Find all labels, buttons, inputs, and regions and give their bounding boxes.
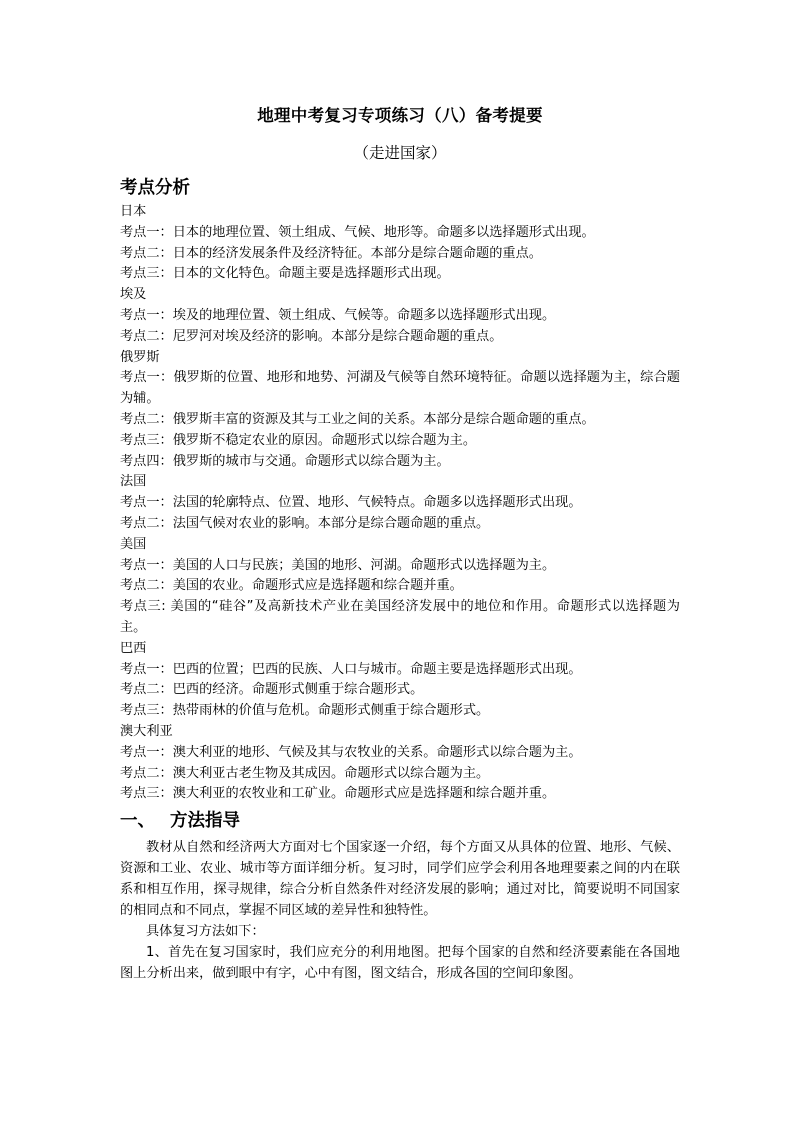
- country-name: 俄罗斯: [120, 349, 160, 365]
- country-france: [120, 472, 680, 534]
- method-paragraph: 具体复习方法如下：: [146, 924, 265, 940]
- document-title: 地理中考复习专项练习（八）备考提要: [257, 106, 543, 125]
- exam-point: 考点一：法国的轮廓特点、位置、地形、气候特点。命题多以选择题形式出现。: [120, 495, 582, 511]
- exam-point: 考点一：埃及的地理位置、领土组成、气候等。命题多以选择题形式出现。: [120, 307, 556, 323]
- method-heading: [120, 807, 680, 835]
- country-name: 美国: [120, 536, 147, 552]
- country-russia: [120, 348, 680, 473]
- exam-point: 考点一：美国的人口与民族；美国的地形、河湖。命题形式以选择题为主。: [120, 557, 556, 573]
- country-name: 埃及: [120, 287, 147, 303]
- exam-point: 考点二：俄罗斯丰富的资源及其与工业之间的关系。本部分是综合题命题的重点。: [120, 411, 595, 427]
- country-usa: [120, 535, 680, 639]
- exam-point: 考点三：日本的文化特色。命题主要是选择题形式出现。: [120, 266, 450, 282]
- exam-point: 考点三：俄罗斯不稳定农业的原因。命题形式以综合题为主。: [120, 432, 477, 448]
- exam-point: 考点一：澳大利亚的地形、气候及其与农牧业的关系。命题形式以综合题为主。: [120, 744, 582, 760]
- exam-point: 考点二：澳大利亚古老生物及其成因。命题形式以综合题为主。: [120, 765, 490, 781]
- country-name: 法国: [120, 474, 147, 490]
- exam-point: 考点二：巴西的经济。命题形式侧重于综合题形式。: [120, 682, 424, 698]
- exam-point: 考点二：美国的农业。命题形式应是选择题和综合题并重。: [120, 578, 463, 594]
- country-japan: [120, 202, 680, 285]
- document-page: [120, 104, 680, 984]
- exam-point: 考点二：法国气候对农业的影响。本部分是综合题命题的重点。: [120, 515, 490, 531]
- exam-point: 考点三：澳大利亚的农牧业和工矿业。命题形式应是选择题和综合题并重。: [120, 786, 556, 802]
- country-australia: [120, 722, 680, 805]
- exam-point: 考点一：日本的地理位置、领土组成、气候、地形等。命题多以选择题形式出现。: [120, 224, 595, 240]
- method-paragraph: 1、首先在复习国家时，我们应充分的利用地图。把每个国家的自然和经济要素能在各国地图上分析出来，做到眼中有字，心中有图，图文结合，形成各国的空间印象图。: [120, 945, 680, 982]
- country-name: 澳大利亚: [120, 723, 173, 739]
- exam-point: 考点三: 美国的“硅谷”及高新技术产业在美国经济发展中的地位和作用。命题形式以选择题为主。: [120, 599, 680, 635]
- method-title: 方法指导: [170, 811, 240, 832]
- method-number: 一、: [120, 811, 155, 832]
- country-brazil: [120, 639, 680, 722]
- analysis-heading: 考点分析: [120, 178, 190, 198]
- country-name: 巴西: [120, 640, 147, 656]
- country-name: 日本: [120, 204, 147, 219]
- exam-point: 考点一：俄罗斯的位置、地形和地势、河湖及气候等自然环境特征。命题以选择题为主，综合题为辅。: [120, 370, 680, 407]
- exam-point: 考点二：尼罗河对埃及经济的影响。本部分是综合题命题的重点。: [120, 328, 503, 344]
- method-paragraph: 教材从自然和经济两大方面对七个国家逐一介绍，每个方面又从具体的位置、地形、气候、资源和工业、农业、城市等方面详细分析。复习时，同学们应学会利用各地理要素之间的内在联系和相互作用，探寻规律，综合分析自然条件对经济发展的影响；通过对比，简要说明不同国家的相同点和不同点，掌握不同区域的差异性和独特性。: [120, 840, 680, 919]
- exam-point: 考点二：日本的经济发展条件及经济特征。本部分是综合题命题的重点。: [120, 245, 542, 261]
- country-egypt: [120, 285, 680, 347]
- exam-point: 考点一：巴西的位置；巴西的民族、人口与城市。命题主要是选择题形式出现。: [120, 661, 582, 677]
- exam-point: 考点四：俄罗斯的城市与交通。命题形式以综合题为主。: [120, 453, 450, 469]
- exam-point: 考点三：热带雨林的价值与危机。命题形式侧重于综合题形式。: [120, 703, 490, 719]
- document-subtitle: （走进国家）: [353, 144, 447, 162]
